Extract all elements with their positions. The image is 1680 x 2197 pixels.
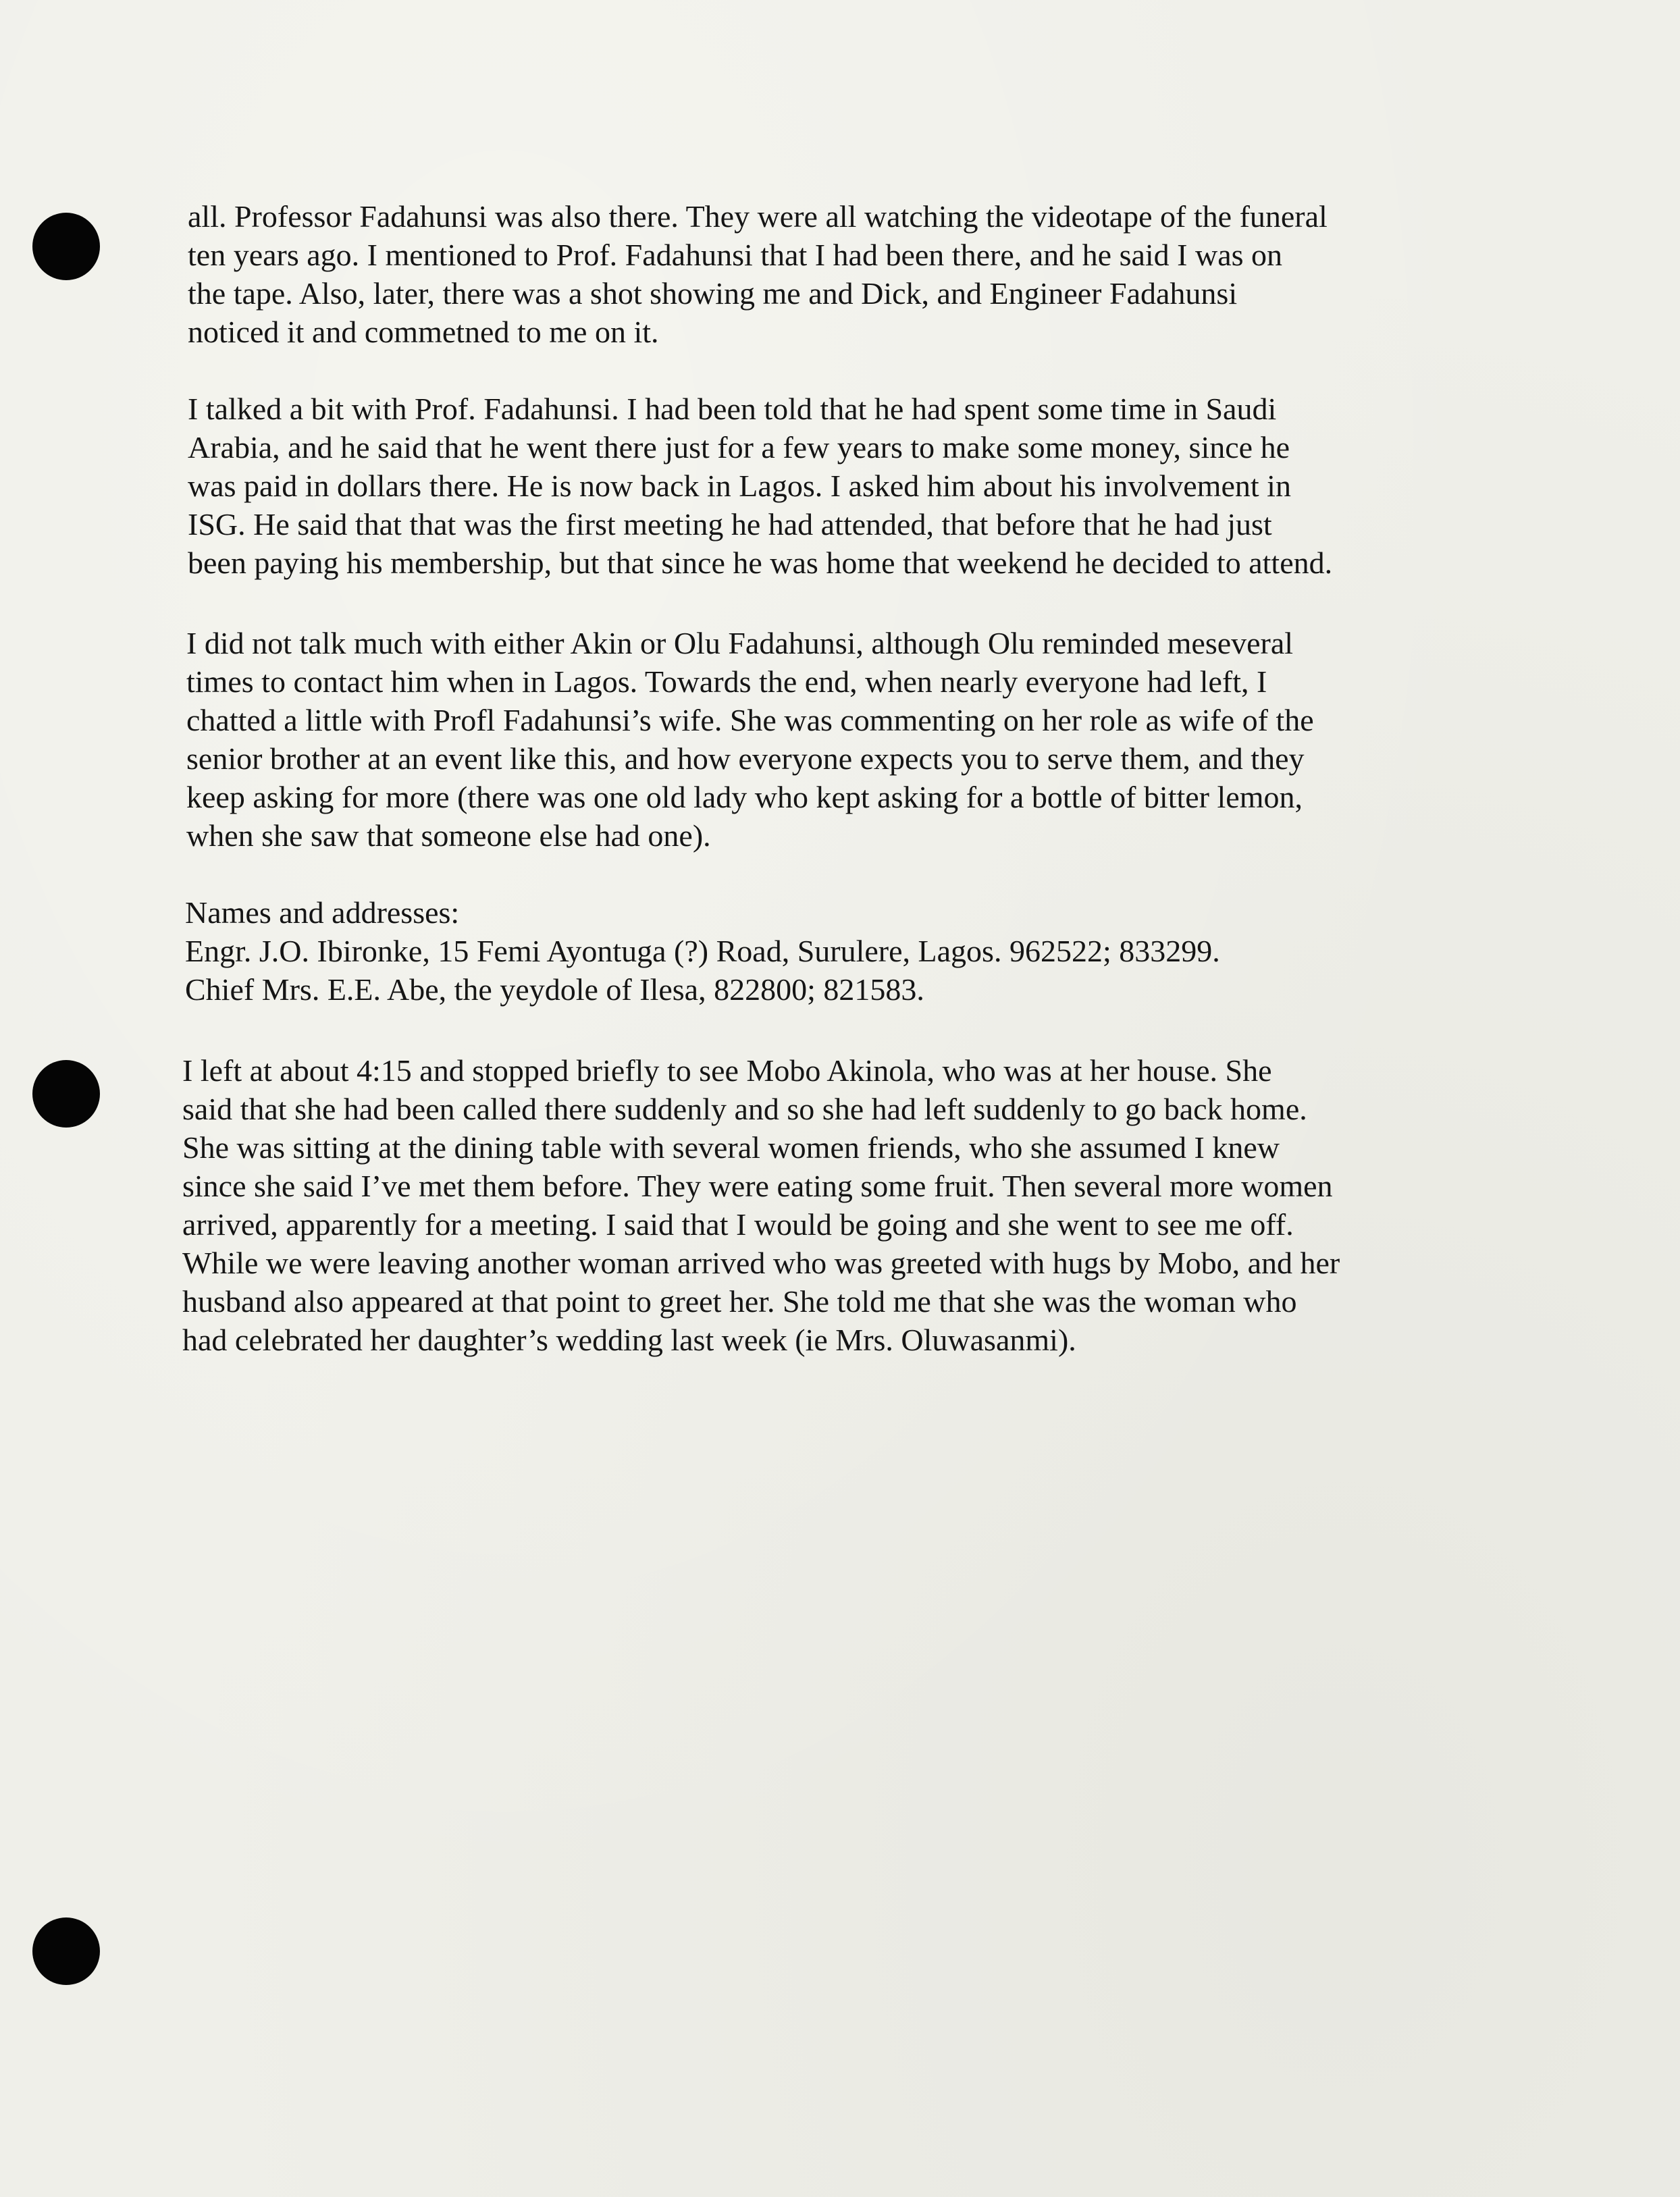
text-line: keep asking for more (there was one old lady who kept asking for a bottle of bitter lemon, [186, 780, 1303, 814]
paragraph-akin-olu [186, 624, 1510, 855]
text-line: Arabia, and he said that he went there just for a few years to make some money, since he [188, 430, 1290, 465]
text-line: I did not talk much with either Akin or Olu Fadahunsi, although Olu reminded meseveral [186, 626, 1294, 660]
text-line: Names and addresses: [185, 895, 460, 930]
paragraph-mobo-akinola [182, 1051, 1506, 1359]
text-line: the tape. Also, later, there was a shot showing me and Dick, and Engineer Fadahunsi [188, 276, 1238, 311]
binder-hole-middle [32, 1060, 100, 1128]
text-line: While we were leaving another woman arrived who was greeted with hugs by Mobo, and her [182, 1246, 1340, 1280]
text-line: senior brother at an event like this, and how everyone expects you to serve them, and they [186, 741, 1305, 776]
text-line: since she said I’ve met them before. They were eating some fruit. Then several more women [182, 1169, 1333, 1203]
text-line: chatted a little with Profl Fadahunsi’s wife. She was commenting on her role as wife of the [186, 703, 1314, 737]
text-line: all. Professor Fadahunsi was also there. They were all watching the videotape of the funeral [188, 199, 1328, 234]
text-line: arrived, apparently for a meeting. I said that I would be going and she went to see me off. [182, 1207, 1294, 1242]
paragraph-prof-fadahunsi [188, 390, 1511, 582]
text-line: I left at about 4:15 and stopped briefly to see Mobo Akinola, who was at her house. She [182, 1053, 1272, 1088]
text-line: She was sitting at the dining table with several women friends, who she assumed I knew [182, 1130, 1280, 1165]
text-line: noticed it and commetned to me on it. [188, 315, 659, 349]
text-line: when she saw that someone else had one). [186, 818, 711, 853]
paragraph-funeral-videotape [188, 197, 1511, 351]
binder-hole-bottom [32, 1917, 100, 1985]
text-line: been paying his membership, but that since he was home that weekend he decided to attend. [188, 546, 1333, 580]
text-line: I talked a bit with Prof. Fadahunsi. I had been told that he had spent some time in Saudi [188, 392, 1277, 426]
text-line: was paid in dollars there. He is now back in Lagos. I asked him about his involvement in [188, 469, 1291, 503]
text-line: ISG. He said that that was the first meeting he had attended, that before that he had just [188, 507, 1272, 541]
paragraph-names-addresses [185, 893, 1508, 1009]
text-line: times to contact him when in Lagos. Towards the end, when nearly everyone had left, I [186, 664, 1267, 699]
binder-hole-top [32, 213, 100, 280]
text-line: Engr. J.O. Ibironke, 15 Femi Ayontuga (?) Road, Surulere, Lagos. 962522; 833299. [185, 934, 1220, 968]
text-line: Chief Mrs. E.E. Abe, the yeydole of Ilesa, 822800; 821583. [185, 972, 924, 1007]
text-line: husband also appeared at that point to greet her. She told me that she was the woman who [182, 1284, 1297, 1319]
text-line: said that she had been called there suddenly and so she had left suddenly to go back home. [182, 1092, 1307, 1126]
text-line: had celebrated her daughter’s wedding last week (ie Mrs. Oluwasanmi). [182, 1323, 1076, 1357]
text-line: ten years ago. I mentioned to Prof. Fadahunsi that I had been there, and he said I was on [188, 238, 1283, 272]
